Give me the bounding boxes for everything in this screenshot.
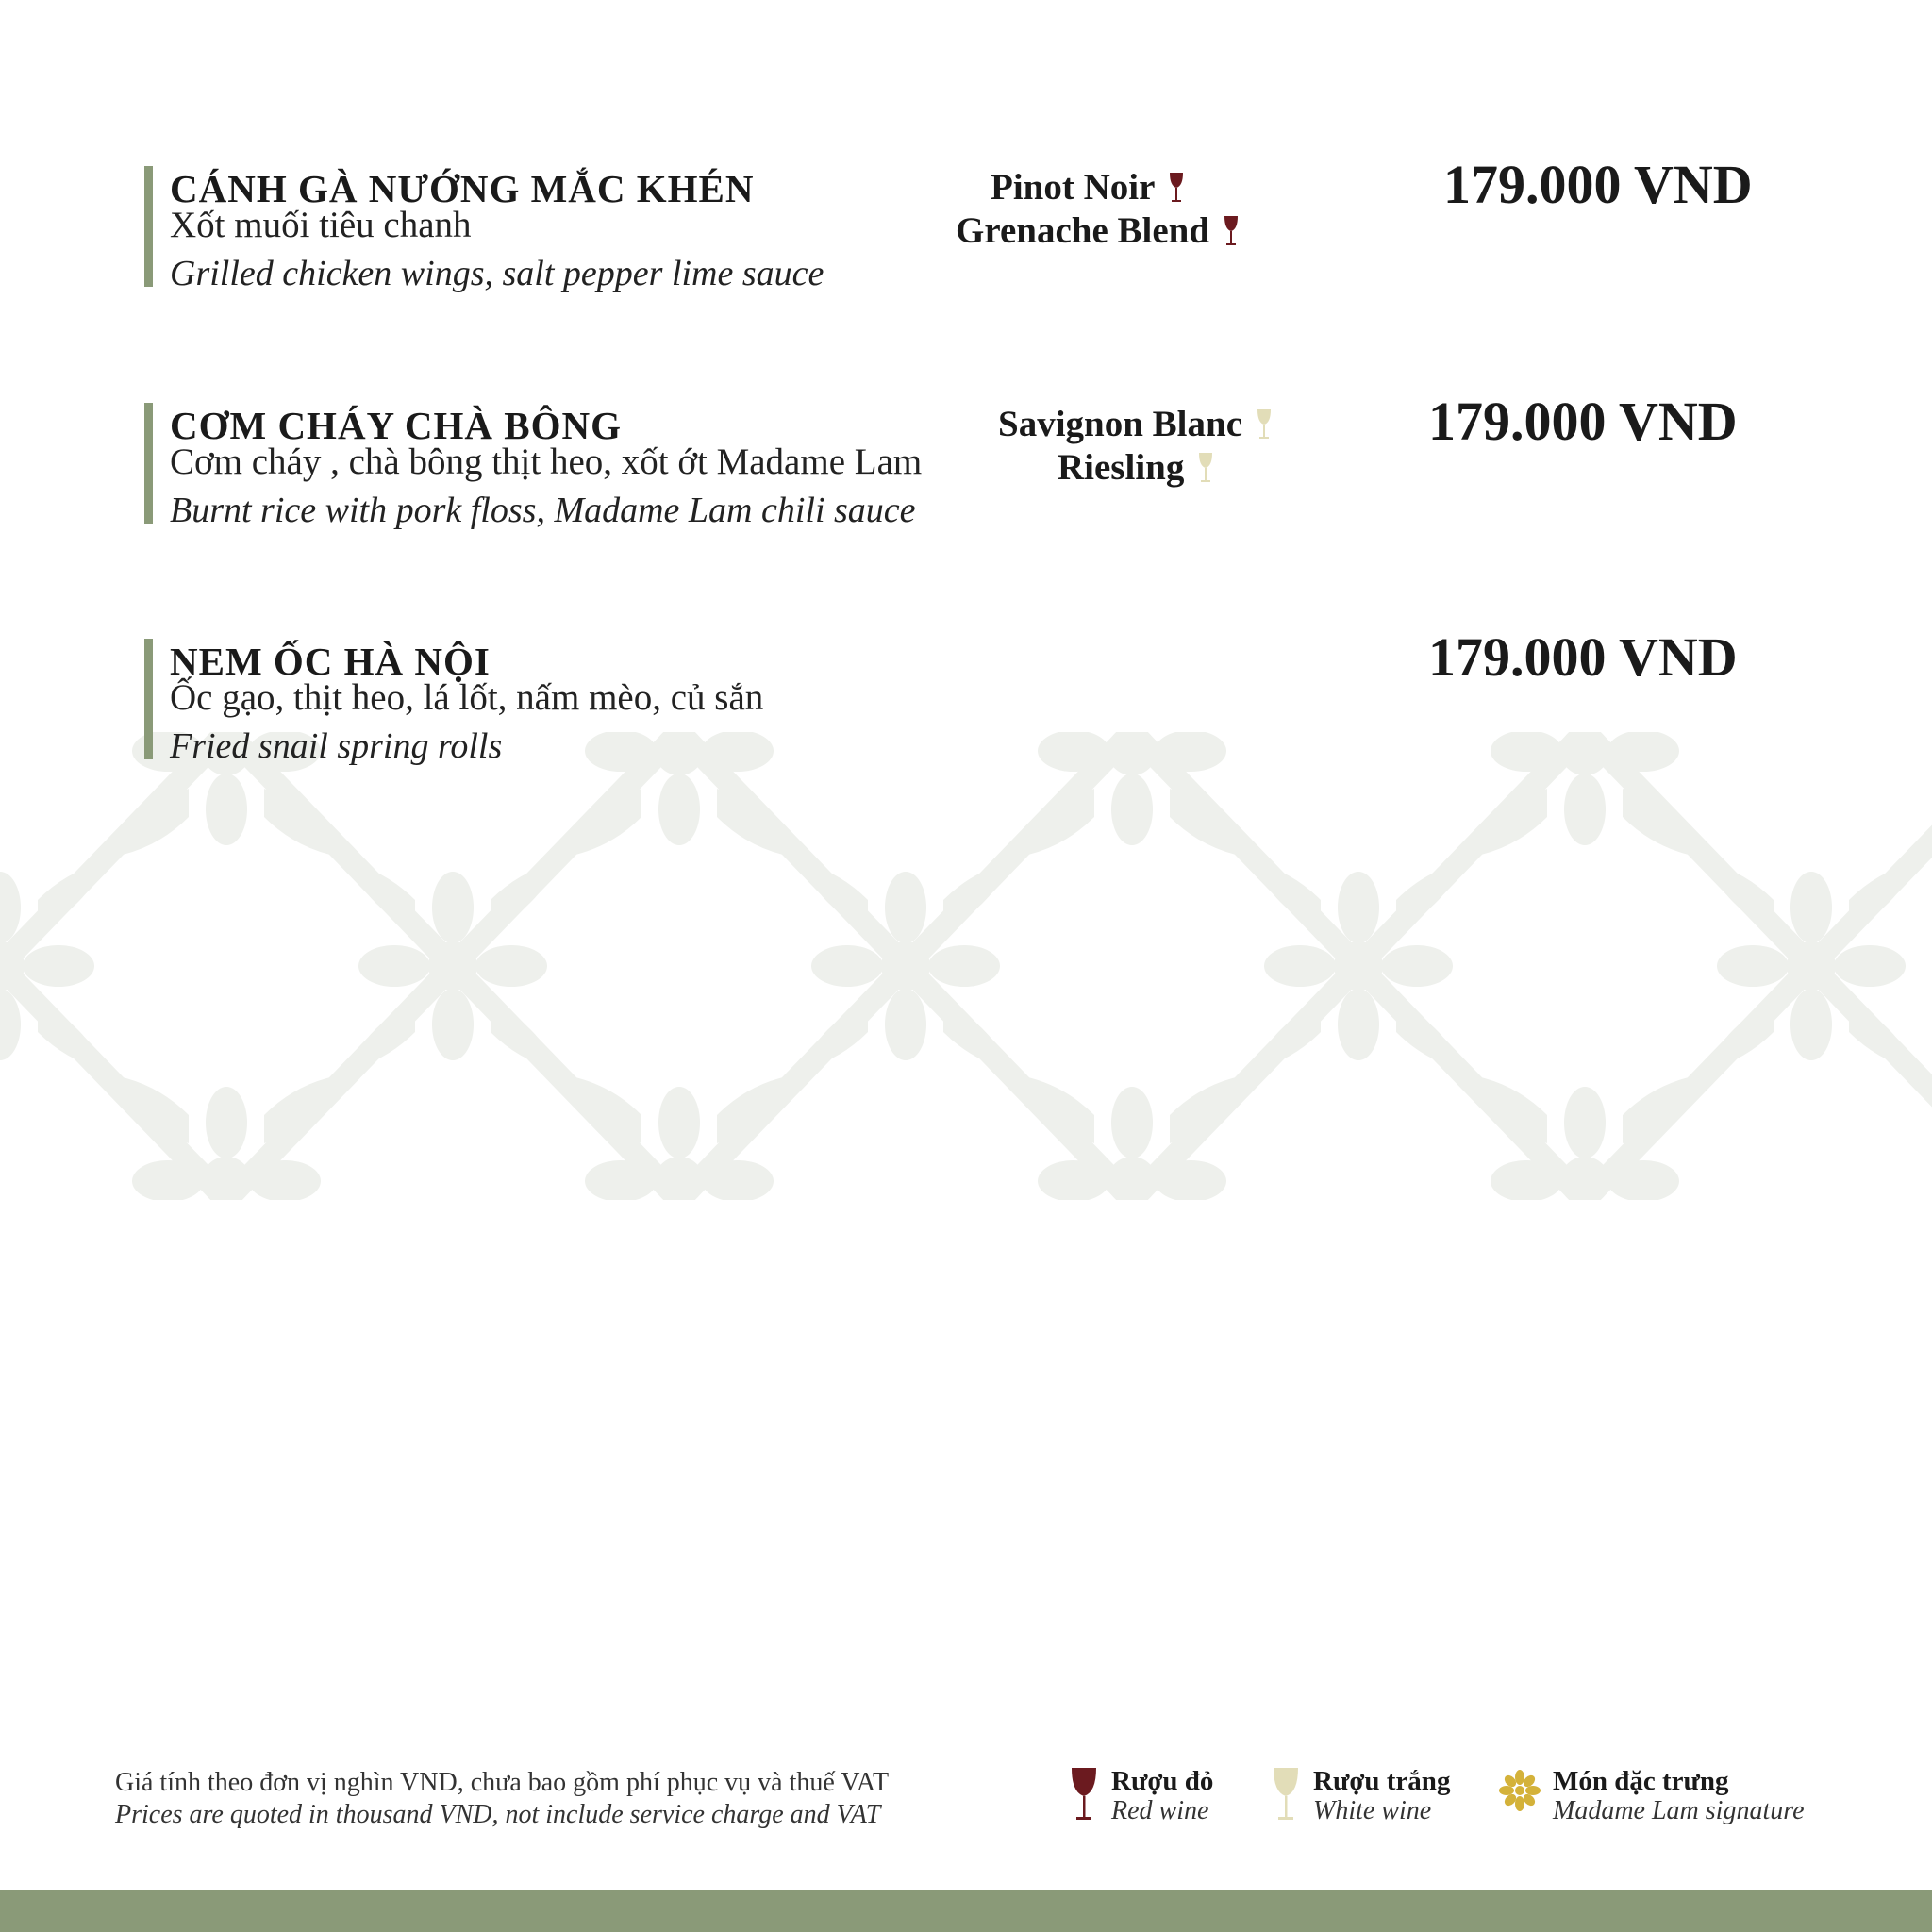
white-wine-glass-icon bbox=[1270, 1766, 1302, 1823]
wine-name: Pinot Noir bbox=[991, 167, 1156, 208]
item-description-en: Grilled chicken wings, salt pepper lime sauce bbox=[170, 254, 824, 293]
price-note-vi: Giá tính theo đơn vị nghìn VND, chưa bao gồm phí phục vụ và thuế VAT bbox=[115, 1768, 890, 1797]
item-accent-bar bbox=[144, 639, 153, 759]
legend-label-en: Red wine bbox=[1111, 1796, 1209, 1825]
legend-red-wine bbox=[1068, 1766, 1213, 1826]
wine-name: Savignon Blanc bbox=[998, 404, 1243, 444]
signature-flower-icon bbox=[1498, 1766, 1541, 1815]
item-accent-bar bbox=[144, 166, 153, 287]
wine-pairing bbox=[1058, 446, 1214, 489]
wine-name: Riesling bbox=[1058, 447, 1185, 488]
wine-pairing bbox=[956, 209, 1240, 252]
legend-label-en: Madame Lam signature bbox=[1553, 1796, 1805, 1825]
item-name: CÁNH GÀ NƯỚNG MẮC KHÉN bbox=[170, 167, 755, 210]
menu-item bbox=[144, 154, 1805, 298]
price-note bbox=[115, 1767, 889, 1831]
legend-label-vi: Rượu đỏ bbox=[1111, 1766, 1214, 1796]
decorative-pattern-band bbox=[0, 732, 1932, 1200]
red-wine-glass-icon bbox=[1168, 171, 1185, 205]
white-wine-glass-icon bbox=[1256, 408, 1273, 441]
wine-pairing bbox=[991, 166, 1185, 208]
legend-signature bbox=[1498, 1766, 1805, 1826]
item-price: 179.000 VND bbox=[1443, 154, 1753, 215]
bottom-bar bbox=[0, 1890, 1932, 1932]
item-price: 179.000 VND bbox=[1428, 626, 1738, 688]
legend-white-wine bbox=[1270, 1766, 1450, 1826]
wine-name: Grenache Blend bbox=[956, 210, 1210, 251]
legend-label-vi: Món đặc trưng bbox=[1553, 1766, 1729, 1796]
menu-item bbox=[144, 626, 1805, 771]
red-wine-glass-icon bbox=[1068, 1766, 1100, 1823]
item-name: NEM ỐC HÀ NỘI bbox=[170, 640, 491, 683]
item-price: 179.000 VND bbox=[1428, 391, 1738, 452]
menu-item bbox=[144, 391, 1805, 535]
item-name: CƠM CHÁY CHÀ BÔNG bbox=[170, 404, 622, 447]
price-note-en: Prices are quoted in thousand VND, not include service charge and VAT bbox=[115, 1800, 881, 1829]
item-accent-bar bbox=[144, 403, 153, 524]
white-wine-glass-icon bbox=[1197, 451, 1214, 485]
item-description-en: Fried snail spring rolls bbox=[170, 726, 503, 766]
item-description-vi: Ốc gạo, thịt heo, lá lốt, nấm mèo, củ sắn bbox=[170, 677, 764, 718]
legend-label-vi: Rượu trắng bbox=[1313, 1766, 1451, 1796]
wine-pairing bbox=[998, 403, 1273, 445]
legend-label-en: White wine bbox=[1313, 1796, 1432, 1825]
item-description-en: Burnt rice with pork floss, Madame Lam chili sauce bbox=[170, 491, 916, 530]
item-description-vi: Cơm cháy , chà bông thịt heo, xốt ớt Madame Lam bbox=[170, 441, 923, 482]
item-description-vi: Xốt muối tiêu chanh bbox=[170, 205, 472, 245]
red-wine-glass-icon bbox=[1223, 214, 1240, 248]
